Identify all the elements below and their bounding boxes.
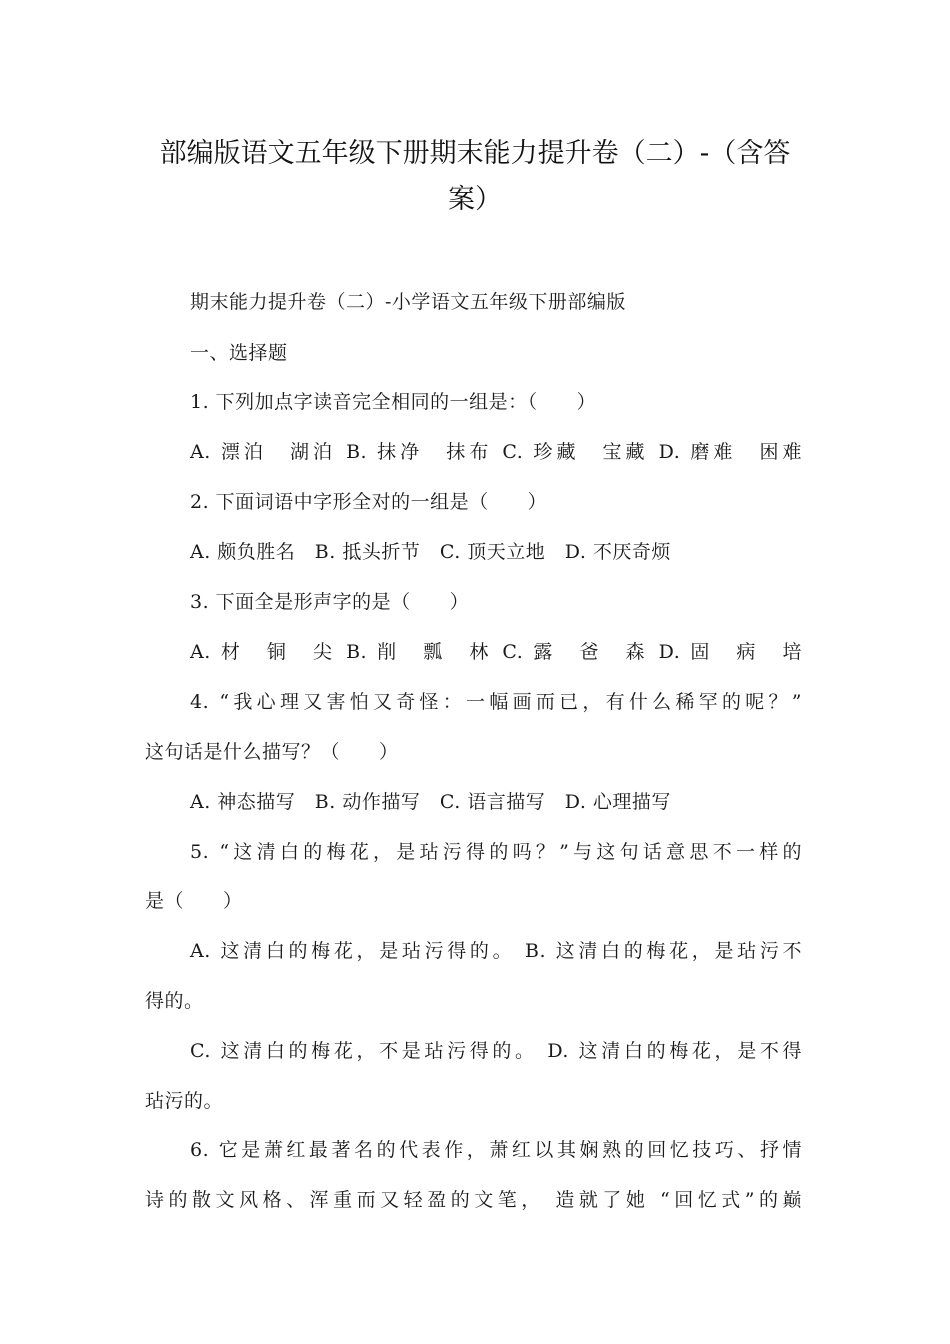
- question-1: 1. 下列加点字读音完全相同的一组是：（ ）: [190, 391, 597, 413]
- question-4-line-1: 4. “我心理又害怕又奇怪：一幅画而已，有什么稀罕的呢？”: [190, 691, 802, 713]
- section-heading: 一、选择题: [190, 342, 288, 364]
- question-2: 2. 下面词语中字形全对的一组是（ ）: [190, 491, 548, 513]
- document-title-line-2: 案）: [448, 184, 502, 215]
- question-2-options: A. 颇负胜名 B. 抵头折节 C. 顶天立地 D. 不厌奇烦: [190, 541, 671, 563]
- subtitle: 期末能力提升卷（二）-小学语文五年级下册部编版: [190, 291, 626, 313]
- question-5-options-ab-line-2: 得的。: [145, 990, 204, 1012]
- question-5-options-cd-line-1: C. 这清白的梅花，不是玷污得的。 D. 这清白的梅花，是不得: [190, 1040, 802, 1062]
- question-6-line-1: 6. 它是萧红最著名的代表作，萧红以其娴熟的回忆技巧、抒情: [190, 1139, 802, 1161]
- question-4-line-2: 这句话是什么描写？（ ）: [145, 741, 399, 763]
- question-5-line-1: 5. “这清白的梅花，是玷污得的吗？”与这句话意思不一样的: [190, 841, 802, 863]
- question-3: 3. 下面全是形声字的是（ ）: [190, 591, 470, 613]
- question-6-line-2: 诗的散文风格、浑重而又轻盈的文笔， 造就了她 “回忆式”的巅: [145, 1189, 802, 1211]
- question-5-line-2: 是（ ）: [145, 890, 243, 912]
- question-3-options: A. 材 铜 尖 B. 削 瓢 林 C. 露 爸 森 D. 固 病 培: [190, 641, 802, 663]
- document-title-line-1: 部编版语文五年级下册期末能力提升卷（二）-（含答: [159, 138, 791, 169]
- question-5-options-ab-line-1: A. 这清白的梅花，是玷污得的。 B. 这清白的梅花，是玷污不: [190, 940, 802, 962]
- question-4-options: A. 神态描写 B. 动作描写 C. 语言描写 D. 心理描写: [190, 791, 671, 813]
- question-1-options: A. 漂泊 湖泊 B. 抹净 抹布 C. 珍藏 宝藏 D. 磨难 困难: [190, 441, 802, 463]
- question-5-options-cd-line-2: 玷污的。: [145, 1090, 224, 1112]
